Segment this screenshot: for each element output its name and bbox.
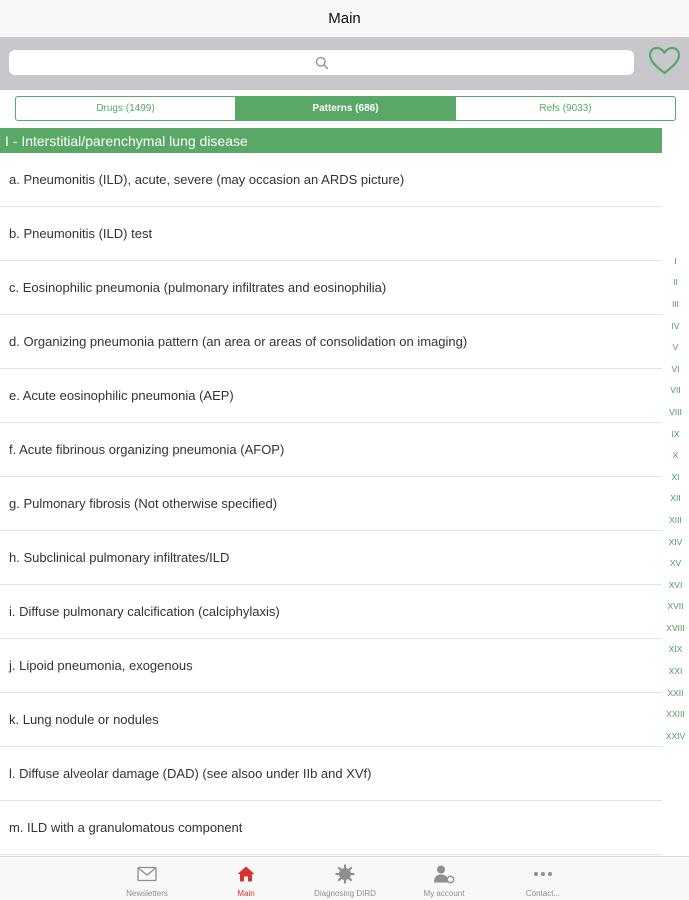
- list-item[interactable]: h. Subclinical pulmonary infiltrates/ILD: [0, 531, 662, 585]
- gear-badge-icon: [334, 863, 356, 885]
- search-field[interactable]: [9, 50, 634, 75]
- tab-contact[interactable]: [498, 857, 588, 900]
- list-item[interactable]: a. Pneumonitis (ILD), acute, severe (may occasion an ARDS picture): [0, 153, 662, 207]
- tab-label: My account: [423, 889, 465, 898]
- index-item[interactable]: VIII: [669, 406, 682, 417]
- tab-newsletters[interactable]: [102, 857, 192, 900]
- tab-diagnosing-dird[interactable]: [300, 857, 390, 900]
- envelope-icon: [136, 863, 158, 885]
- index-item[interactable]: VII: [670, 385, 681, 396]
- list-item[interactable]: k. Lung nodule or nodules: [0, 693, 662, 747]
- index-item[interactable]: IX: [671, 428, 680, 439]
- list-item[interactable]: f. Acute fibrinous organizing pneumonia (AFOP): [0, 423, 662, 477]
- tab-label: Diagnosing DIRD: [314, 889, 376, 898]
- section-header: I - Interstitial/parenchymal lung disease: [0, 128, 662, 153]
- index-item[interactable]: XIV: [668, 536, 683, 547]
- more-icon: [532, 863, 554, 885]
- list-item[interactable]: g. Pulmonary fibrosis (Not otherwise specified): [0, 477, 662, 531]
- index-item[interactable]: X: [672, 450, 679, 461]
- list-item[interactable]: i. Diffuse pulmonary calcification (calciphylaxis): [0, 585, 662, 639]
- list-item[interactable]: e. Acute eosinophilic pneumonia (AEP): [0, 369, 662, 423]
- segment-patterns[interactable]: Patterns (686): [236, 97, 456, 120]
- segmented-control: [15, 96, 676, 121]
- segment-refs[interactable]: Refs (9033): [539, 103, 592, 114]
- list-item[interactable]: d. Organizing pneumonia pattern (an area or areas of consolidation on imaging): [0, 315, 662, 369]
- search-input[interactable]: [9, 50, 634, 75]
- heart-icon: [648, 46, 681, 80]
- segment-drugs[interactable]: Drugs (1499): [16, 97, 236, 120]
- user-icon: [433, 863, 455, 885]
- tab-main[interactable]: [201, 857, 291, 900]
- tab-label: Contact...: [525, 889, 561, 898]
- favorites-button[interactable]: [646, 47, 682, 79]
- index-item[interactable]: VI: [671, 363, 680, 374]
- pattern-list: [0, 153, 662, 855]
- index-item[interactable]: XV: [669, 558, 682, 569]
- list-item[interactable]: c. Eosinophilic pneumonia (pulmonary infiltrates and eosinophilia): [0, 261, 662, 315]
- index-item[interactable]: XXII: [667, 687, 684, 698]
- list-item[interactable]: j. Lipoid pneumonia, exogenous: [0, 639, 662, 693]
- index-item[interactable]: XI: [671, 471, 680, 482]
- index-item[interactable]: XIII: [669, 514, 682, 525]
- index-item[interactable]: XVIII: [666, 622, 685, 633]
- search-bar: [0, 37, 689, 90]
- index-item[interactable]: XVI: [668, 579, 683, 590]
- index-item[interactable]: II: [673, 277, 678, 288]
- list-item[interactable]: b. Pneumonitis (ILD) test: [0, 207, 662, 261]
- tab-label: Newsletters: [126, 889, 168, 898]
- index-item[interactable]: XXI: [668, 666, 683, 677]
- index-item[interactable]: IV: [671, 320, 680, 331]
- tab-bar: [0, 856, 689, 900]
- index-item[interactable]: XXIV: [665, 730, 686, 741]
- tab-label: Main: [237, 889, 255, 898]
- index-item[interactable]: XII: [670, 493, 681, 504]
- list-item[interactable]: m. ILD with a granulomatous component: [0, 801, 662, 855]
- index-item[interactable]: I: [674, 255, 677, 266]
- index-item[interactable]: XXIII: [666, 709, 685, 720]
- tab-my-account[interactable]: [399, 857, 489, 900]
- index-item[interactable]: V: [672, 342, 679, 353]
- index-item[interactable]: XVII: [667, 601, 684, 612]
- index-item[interactable]: XIX: [668, 644, 683, 655]
- navigation-bar: [0, 0, 689, 37]
- home-icon: [235, 863, 257, 885]
- list-item[interactable]: l. Diffuse alveolar damage (DAD) (see alsoo under IIb and XVf): [0, 747, 662, 801]
- page-title: Main: [328, 10, 361, 27]
- section-index: [662, 250, 689, 747]
- index-item[interactable]: III: [671, 298, 680, 309]
